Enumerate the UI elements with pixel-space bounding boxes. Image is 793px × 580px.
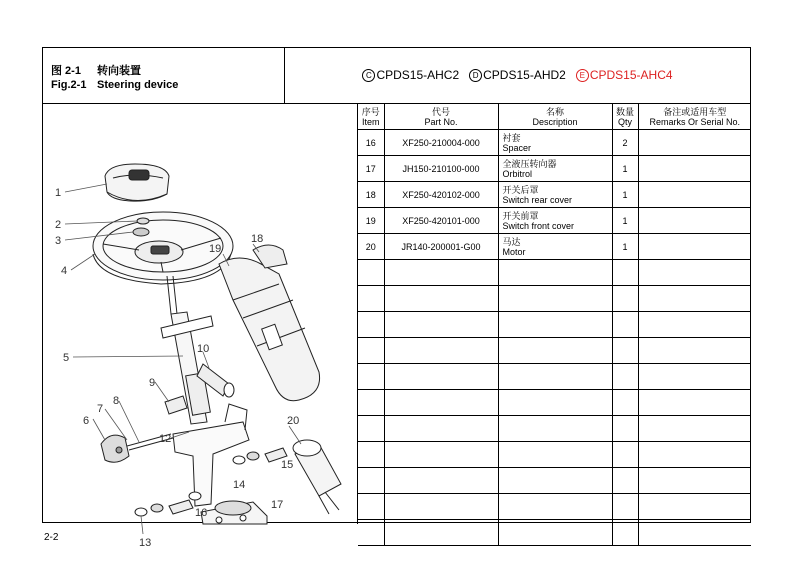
circled-letter-icon: E bbox=[576, 69, 589, 82]
parts-table bbox=[358, 104, 751, 546]
part-no-cell: XF250-420102-000 bbox=[384, 182, 498, 208]
item-cell: 19 bbox=[358, 208, 384, 234]
col-item: 序号 Item bbox=[358, 104, 384, 130]
motor-part bbox=[293, 440, 341, 514]
table-row-empty bbox=[358, 338, 751, 364]
item-cell: 17 bbox=[358, 156, 384, 182]
callout-7: 7 bbox=[97, 403, 104, 415]
model-cpds15-ahc2: C CPDS15-AHC2 bbox=[362, 68, 459, 82]
description-cell: 开关前罩 Switch front cover bbox=[498, 208, 612, 234]
description-cell: 衬套 Spacer bbox=[498, 130, 612, 156]
table-row-empty bbox=[358, 468, 751, 494]
callout-13: 13 bbox=[139, 537, 152, 549]
remarks-cell bbox=[638, 130, 751, 156]
callout-16: 16 bbox=[195, 507, 208, 519]
remarks-cell bbox=[638, 234, 751, 260]
circled-letter-icon: C bbox=[362, 69, 375, 82]
switch-cover-parts bbox=[219, 245, 320, 401]
callout-8: 8 bbox=[113, 395, 120, 407]
table-row bbox=[358, 130, 751, 156]
table-row bbox=[358, 234, 751, 260]
remarks-cell bbox=[638, 156, 751, 182]
callout-9: 9 bbox=[149, 377, 156, 389]
description-cell: 马达 Motor bbox=[498, 234, 612, 260]
description-cell: 开关后罩 Switch rear cover bbox=[498, 182, 612, 208]
callout-12: 12 bbox=[159, 433, 172, 445]
qty-cell: 1 bbox=[612, 234, 638, 260]
page-number: 2-2 bbox=[44, 532, 59, 543]
parts-table-body bbox=[358, 130, 751, 546]
callout-17: 17 bbox=[271, 499, 284, 511]
table-row bbox=[358, 182, 751, 208]
item-cell: 20 bbox=[358, 234, 384, 260]
callout-14: 14 bbox=[233, 479, 246, 491]
table-row-empty bbox=[358, 364, 751, 390]
model-cpds15-ahc4: E CPDS15-AHC4 bbox=[576, 68, 673, 82]
col-part-no: 代号 Part No. bbox=[384, 104, 498, 130]
table-row-empty bbox=[358, 520, 751, 546]
callout-1: 1 bbox=[55, 187, 62, 199]
col-qty: 数量 Qty bbox=[612, 104, 638, 130]
description-cell: 全液压转向器 Orbitrol bbox=[498, 156, 612, 182]
callout-2: 2 bbox=[55, 219, 62, 231]
remarks-cell bbox=[638, 208, 751, 234]
part-no-cell: XF250-420101-000 bbox=[384, 208, 498, 234]
part-no-cell: XF250-210004-000 bbox=[384, 130, 498, 156]
table-row-empty bbox=[358, 494, 751, 520]
callout-5: 5 bbox=[63, 352, 70, 364]
callout-18: 18 bbox=[251, 233, 264, 245]
horn-cap-part bbox=[105, 164, 169, 201]
figure-title-en: Fig.2-1 Steering device bbox=[51, 79, 179, 91]
model-cpds15-ahd2: D CPDS15-AHD2 bbox=[469, 68, 566, 82]
qty-cell: 1 bbox=[612, 208, 638, 234]
item-cell: 18 bbox=[358, 182, 384, 208]
model-applicability-header bbox=[285, 48, 750, 104]
table-row-empty bbox=[358, 260, 751, 286]
callout-20: 20 bbox=[287, 415, 300, 427]
qty-cell: 1 bbox=[612, 182, 638, 208]
callout-6: 6 bbox=[83, 415, 90, 427]
parts-table-header bbox=[358, 104, 751, 130]
circled-letter-icon: D bbox=[469, 69, 482, 82]
table-row-empty bbox=[358, 312, 751, 338]
part-no-cell: JR140-200001-G00 bbox=[384, 234, 498, 260]
callout-10: 10 bbox=[197, 343, 210, 355]
figure-title-zh: 图 2-1 转向装置 bbox=[51, 65, 141, 77]
qty-cell: 2 bbox=[612, 130, 638, 156]
model-list bbox=[285, 68, 750, 82]
remarks-cell bbox=[638, 182, 751, 208]
callout-4: 4 bbox=[61, 265, 68, 277]
table-row-empty bbox=[358, 442, 751, 468]
figure-title-block bbox=[43, 48, 285, 104]
table-row-empty bbox=[358, 416, 751, 442]
callout-15: 15 bbox=[281, 459, 294, 471]
part-no-cell: JH150-210100-000 bbox=[384, 156, 498, 182]
qty-cell: 1 bbox=[612, 156, 638, 182]
callout-3: 3 bbox=[55, 235, 62, 247]
table-row bbox=[358, 156, 751, 182]
table-row-empty bbox=[358, 390, 751, 416]
col-description: 名称 Description bbox=[498, 104, 612, 130]
item-cell: 16 bbox=[358, 130, 384, 156]
callout-19: 19 bbox=[209, 243, 222, 255]
col-remarks: 备注或适用车型 Remarks Or Serial No. bbox=[638, 104, 751, 130]
table-row-empty bbox=[358, 286, 751, 312]
table-row bbox=[358, 208, 751, 234]
